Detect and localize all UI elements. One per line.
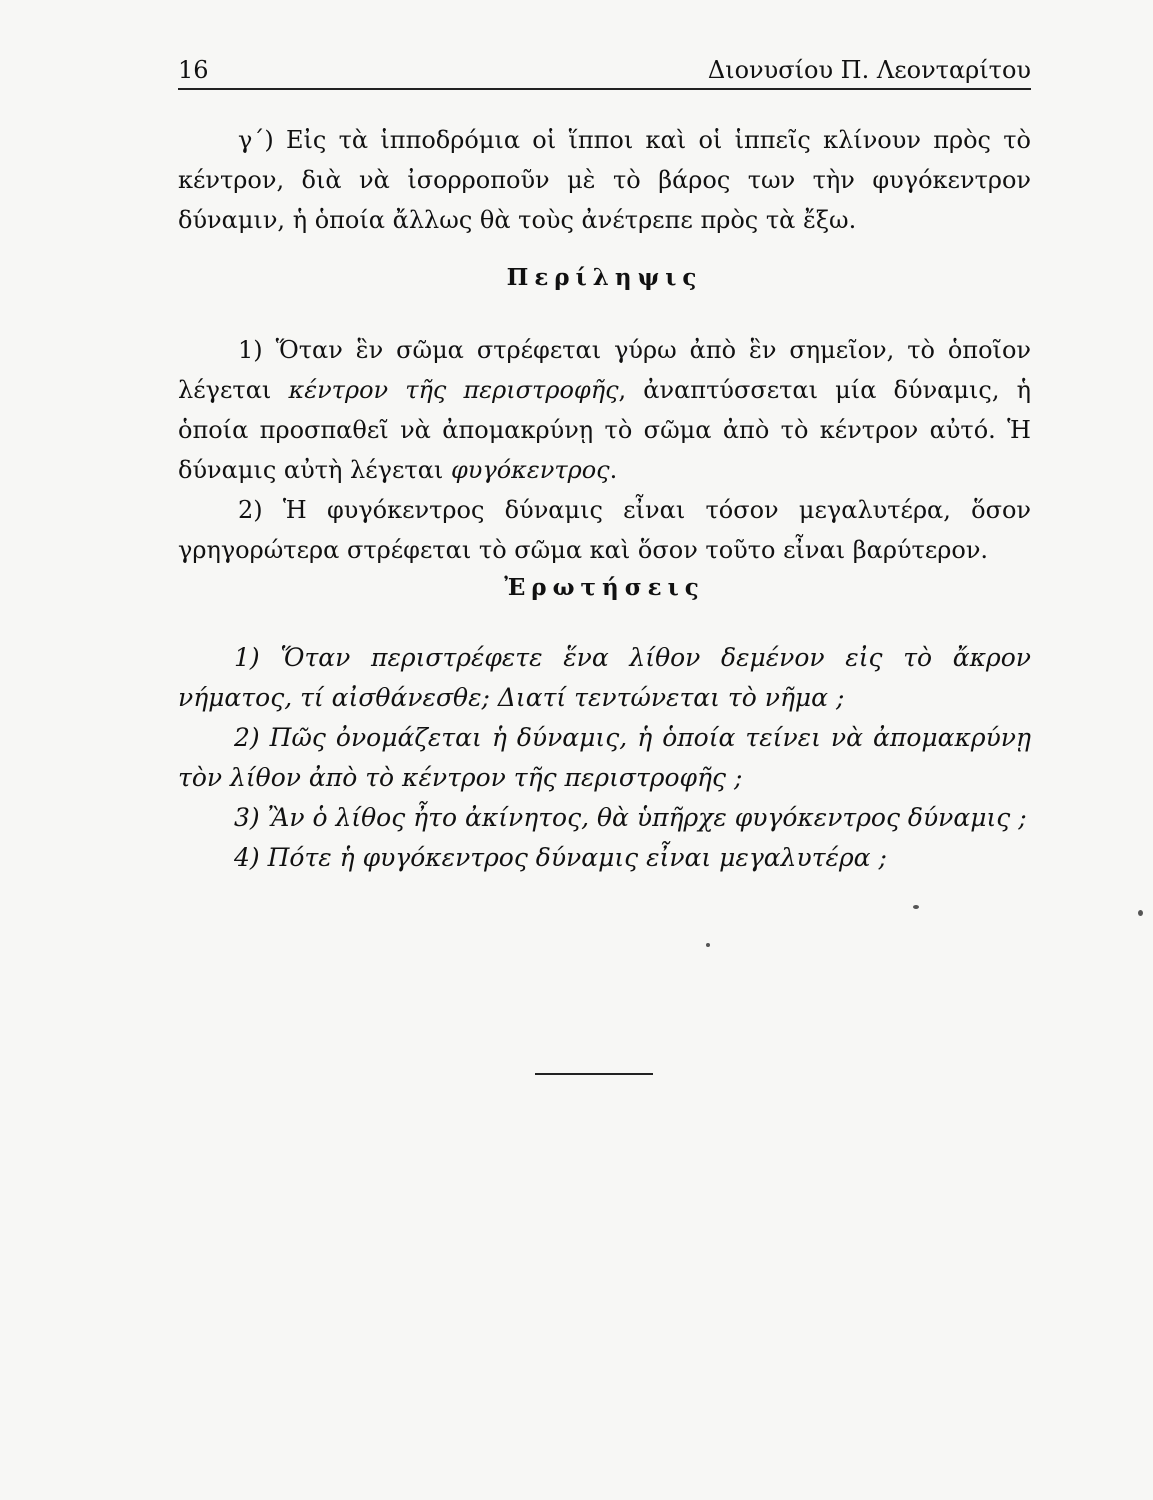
ink-speck (1138, 910, 1143, 916)
summary-item-text: Ὅταν ἓν σῶμα στρέφεται γύρω ἀπὸ ἓν σημεῖον, τὸ ὁποῖον λέγεται (178, 336, 1031, 404)
intro-section (178, 120, 1031, 240)
question-item: 2) Πῶς ὀνομάζεται ἡ δύναμις, ἡ ὁποία τείνει νὰ ἀπομακρύνῃ τὸν λίθον ἀπὸ τὸ κέντρον τῆς περιστροφῆς ; (178, 723, 1031, 792)
summary-item-text: . (609, 456, 618, 484)
summary-item (178, 330, 1031, 490)
ink-speck (913, 905, 919, 909)
summary-italic-term: φυγόκεντρος (450, 456, 610, 484)
summary-list (178, 330, 1031, 570)
summary-heading: Περίληψις (506, 264, 703, 291)
questions-list (178, 638, 1031, 878)
summary-item-number: 2) (238, 496, 263, 524)
summary-item (178, 490, 1031, 570)
summary-italic-term: κέντρον τῆς περιστροφῆς (288, 376, 619, 404)
ink-speck (706, 943, 710, 947)
page-header (178, 52, 1031, 90)
running-title: Διονυσίου Π. Λεονταρίτου (707, 56, 1031, 84)
intro-paragraph: γ΄) Εἰς τὰ ἱπποδρόμια οἱ ἵπποι καὶ οἱ ἱππεῖς κλίνουν πρὸς τὸ κέντρον, διὰ νὰ ἰσορροποῦν μὲ τὸ βάρος των τὴν φυγόκεντρον δύναμιν, ἡ ὁποία ἄλλως θὰ τοὺς ἀνέτρεπε πρὸς τὰ ἔξω. (178, 126, 1031, 234)
summary-item-text: Ἡ φυγόκεντρος δύναμις εἶναι τόσον μεγαλυτέρα, ὅσον γρηγορώτερα στρέφεται τὸ σῶμα καὶ ὅσον τοῦτο εἶναι βαρύτερον. (178, 496, 1032, 564)
summary-item-text: , ἀναπτύσσεται μία δύναμις, ἡ ὁποία προσπαθεῖ νὰ ἀπομακρύνῃ τὸ σῶμα ἀπὸ τὸ κέντρον αὐτό. Ἡ δύναμις αὐτὴ λέγεται (178, 376, 1031, 484)
question-item: 4) Πότε ἡ φυγόκεντρος δύναμις εἶναι μεγαλυτέρα ; (234, 843, 887, 872)
end-rule (535, 1073, 653, 1075)
page-number: 16 (178, 56, 209, 84)
summary-item-number: 1) (238, 336, 263, 364)
questions-heading: Ἐρωτήσεις (504, 574, 705, 601)
question-item: 1) Ὅταν περιστρέφετε ἕνα λίθον δεμένον εἰς τὸ ἄκρον νήματος, τί αἰσθάνεσθε; Διατί τεντώνεται τὸ νῆμα ; (178, 643, 1031, 712)
question-item: 3) Ἂν ὁ λίθος ἦτο ἀκίνητος, θὰ ὑπῆρχε φυγόκεντρος δύναμις ; (234, 803, 1027, 832)
